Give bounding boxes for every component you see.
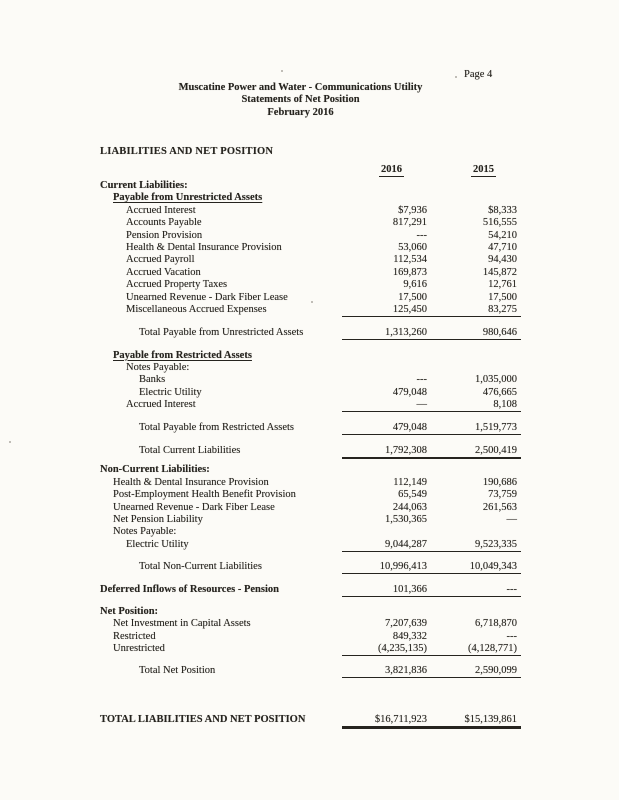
value-2016 bbox=[342, 180, 432, 192]
title-line-date: February 2016 bbox=[267, 106, 334, 118]
value-2015 bbox=[432, 464, 521, 476]
value-2015 bbox=[432, 526, 521, 538]
table-row bbox=[100, 714, 517, 726]
row-label: Deferred Inflows of Resources - Pension bbox=[100, 583, 279, 595]
value-2016: 101,366 bbox=[342, 584, 432, 597]
scan-speck bbox=[455, 76, 457, 78]
row-label: Electric Utility bbox=[139, 386, 202, 398]
row-label: Accrued Interest bbox=[126, 204, 196, 216]
table-row bbox=[100, 539, 517, 551]
row-label: Health & Dental Insurance Provision bbox=[126, 241, 282, 253]
row-label: Unearned Revenue - Dark Fiber Lease bbox=[126, 291, 288, 303]
table-row bbox=[100, 217, 517, 229]
title-line-company: Muscatine Power and Water - Communications Utility bbox=[178, 82, 423, 93]
value-2015: 47,710 bbox=[488, 241, 517, 253]
table-row bbox=[100, 584, 517, 596]
value-2016 bbox=[342, 362, 432, 374]
table-row bbox=[100, 230, 517, 242]
table-row bbox=[100, 304, 517, 316]
row-label: Restricted bbox=[113, 630, 156, 642]
value-2015: — bbox=[506, 513, 517, 525]
row-label: TOTAL LIABILITIES AND NET POSITION bbox=[100, 713, 306, 725]
row-label: Health & Dental Insurance Provision bbox=[113, 476, 269, 488]
row-label: Net Investment in Capital Assets bbox=[113, 618, 251, 630]
table-row bbox=[100, 192, 517, 204]
value-2016: 10,996,413 bbox=[342, 561, 432, 574]
row-label: Total Payable from Restricted Assets bbox=[139, 421, 294, 433]
value-2016 bbox=[342, 350, 432, 362]
value-2015: 10,049,343 bbox=[432, 561, 521, 574]
value-2016: 112,534 bbox=[393, 254, 427, 266]
value-2015: --- bbox=[506, 630, 517, 642]
row-label: Net Pension Liability bbox=[113, 513, 203, 525]
page-number: Page 4 bbox=[464, 69, 493, 80]
value-2015: 83,275 bbox=[432, 304, 521, 317]
table-row bbox=[100, 205, 517, 217]
value-2015: $15,139,861 bbox=[432, 714, 521, 729]
row-label: Accounts Payable bbox=[126, 217, 202, 229]
value-2016: --- bbox=[416, 229, 427, 241]
value-2015: 2,590,099 bbox=[432, 665, 521, 678]
value-2016: $16,711,923 bbox=[342, 714, 432, 729]
table-row bbox=[100, 631, 517, 643]
value-2015: 145,872 bbox=[482, 266, 517, 278]
row-label: Accrued Interest bbox=[126, 399, 196, 411]
table-row bbox=[100, 502, 517, 514]
row-label: Payable from Unrestricted Assets bbox=[113, 192, 263, 204]
table-row bbox=[100, 643, 517, 655]
value-2016: 817,291 bbox=[392, 217, 427, 229]
table-row bbox=[100, 292, 517, 304]
value-2016: 112,149 bbox=[393, 476, 427, 488]
value-2015 bbox=[432, 350, 521, 362]
table-row bbox=[100, 464, 517, 476]
table-row bbox=[100, 327, 517, 339]
table-row bbox=[100, 477, 517, 489]
statement-rows bbox=[100, 180, 517, 726]
row-label: Net Position: bbox=[100, 605, 159, 617]
value-2015: 73,759 bbox=[488, 489, 517, 501]
value-2015: 190,686 bbox=[482, 476, 517, 488]
row-label: Notes Payable: bbox=[126, 362, 190, 374]
table-row bbox=[100, 254, 517, 266]
table-row bbox=[100, 399, 517, 411]
value-2016 bbox=[342, 606, 432, 618]
value-2016: 53,060 bbox=[398, 241, 427, 253]
column-header-2016: 2016 bbox=[381, 164, 402, 175]
table-row bbox=[100, 489, 517, 501]
row-label: Non-Current Liabilities: bbox=[100, 464, 210, 476]
row-label: Payable from Restricted Assets bbox=[113, 349, 252, 361]
value-2015: 261,563 bbox=[482, 501, 517, 513]
value-2015: (4,128,771) bbox=[432, 643, 521, 656]
table-row bbox=[100, 606, 517, 618]
table-row bbox=[100, 526, 517, 538]
value-2016: 9,044,287 bbox=[342, 539, 432, 552]
value-2016 bbox=[342, 464, 432, 476]
value-2016: $7,936 bbox=[398, 204, 427, 216]
scan-speck bbox=[9, 441, 11, 443]
value-2016: — bbox=[342, 399, 432, 412]
value-2016: 1,792,308 bbox=[342, 445, 432, 459]
table-row bbox=[100, 561, 517, 573]
value-2015: 54,210 bbox=[488, 229, 517, 241]
table-row bbox=[100, 267, 517, 279]
row-label: Total Net Position bbox=[139, 664, 216, 676]
value-2016: 479,048 bbox=[342, 422, 432, 435]
value-2016: 479,048 bbox=[392, 386, 427, 398]
value-2015: 6,718,870 bbox=[475, 618, 517, 630]
value-2015 bbox=[432, 180, 521, 192]
value-2016: 244,063 bbox=[392, 501, 427, 513]
value-2016 bbox=[342, 526, 432, 538]
table-row bbox=[100, 350, 517, 362]
table-row bbox=[100, 242, 517, 254]
value-2015: --- bbox=[432, 584, 521, 597]
row-label: Notes Payable: bbox=[113, 526, 177, 538]
table-row bbox=[100, 180, 517, 192]
value-2016: 849,332 bbox=[392, 630, 427, 642]
table-row bbox=[100, 362, 517, 374]
section-heading: LIABILITIES AND NET POSITION bbox=[100, 146, 274, 157]
row-label: Unearned Revenue - Dark Fiber Lease bbox=[113, 501, 275, 513]
scan-speck bbox=[281, 70, 283, 72]
row-label: Accrued Payroll bbox=[126, 254, 195, 266]
row-label: Pension Provision bbox=[126, 229, 203, 241]
value-2016: 3,821,836 bbox=[342, 665, 432, 678]
column-header-2015: 2015 bbox=[473, 164, 494, 175]
row-label: Total Payable from Unrestricted Assets bbox=[139, 327, 304, 339]
table-row bbox=[100, 618, 517, 630]
value-2016 bbox=[342, 192, 432, 204]
row-label: Accrued Vacation bbox=[126, 266, 201, 278]
table-row bbox=[100, 279, 517, 291]
value-2015 bbox=[432, 362, 521, 374]
value-2015: 476,665 bbox=[482, 386, 517, 398]
value-2015: $8,333 bbox=[488, 204, 517, 216]
table-row bbox=[100, 422, 517, 434]
row-label: Total Non-Current Liabilities bbox=[139, 561, 262, 573]
document-title bbox=[0, 82, 610, 119]
value-2015: 1,519,773 bbox=[432, 422, 521, 435]
value-2015: 2,500,419 bbox=[432, 445, 521, 459]
value-2016: --- bbox=[416, 374, 427, 386]
value-2015: 516,555 bbox=[482, 217, 517, 229]
value-2015: 17,500 bbox=[488, 291, 517, 303]
title-line-statement: Statements of Net Position bbox=[241, 94, 360, 106]
value-2016: 9,616 bbox=[403, 279, 427, 291]
value-2015: 8,108 bbox=[432, 399, 521, 412]
row-label: Banks bbox=[139, 374, 166, 386]
value-2015 bbox=[432, 606, 521, 618]
table-row bbox=[100, 445, 517, 457]
row-label: Unrestricted bbox=[113, 643, 165, 655]
row-label: Miscellaneous Accrued Expenses bbox=[126, 303, 267, 315]
row-label: Post-Employment Health Benefit Provision bbox=[113, 489, 296, 501]
row-label: Current Liabilities: bbox=[100, 180, 188, 191]
row-label: Electric Utility bbox=[126, 538, 189, 550]
value-2015: 12,761 bbox=[488, 279, 517, 291]
value-2015 bbox=[432, 192, 521, 204]
table-row bbox=[100, 387, 517, 399]
value-2016: 169,873 bbox=[392, 266, 427, 278]
value-2015: 980,646 bbox=[432, 327, 521, 340]
value-2016: 125,450 bbox=[342, 304, 432, 317]
row-label: Accrued Property Taxes bbox=[126, 279, 228, 291]
value-2016: 1,530,365 bbox=[385, 513, 427, 525]
row-label: Total Current Liabilities bbox=[139, 445, 241, 457]
value-2016: 65,549 bbox=[398, 489, 427, 501]
value-2016: 17,500 bbox=[398, 291, 427, 303]
value-2016: 1,313,260 bbox=[342, 327, 432, 340]
value-2016: (4,235,135) bbox=[342, 643, 432, 656]
table-row bbox=[100, 514, 517, 526]
value-2015: 94,430 bbox=[488, 254, 517, 266]
table-row bbox=[100, 665, 517, 677]
value-2015: 1,035,000 bbox=[475, 374, 517, 386]
value-2016: 7,207,639 bbox=[385, 618, 427, 630]
table-row bbox=[100, 374, 517, 386]
value-2015: 9,523,335 bbox=[432, 539, 521, 552]
